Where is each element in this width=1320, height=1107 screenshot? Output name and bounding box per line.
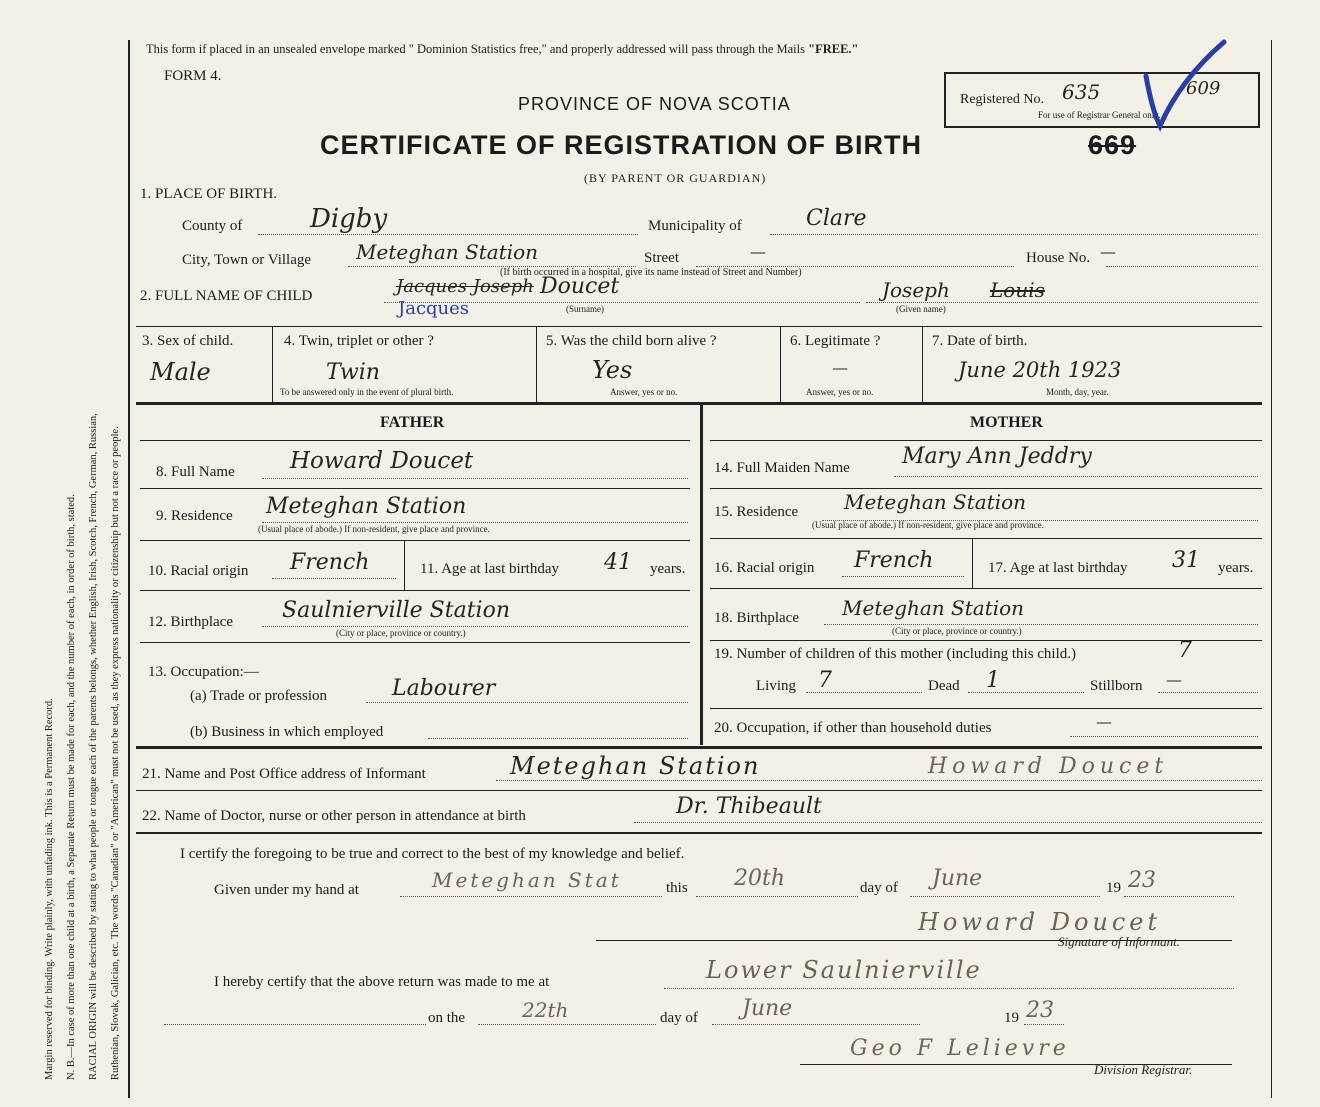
given-year: 23 [1128, 868, 1156, 893]
municipality-value: Clare [806, 206, 867, 231]
living-label: Living [756, 678, 796, 694]
province-heading: PROVINCE OF NOVA SCOTIA [518, 94, 791, 114]
given-month: June [932, 866, 983, 891]
given-label: Given under my hand at [214, 882, 359, 898]
business-label: (b) Business in which employed [190, 724, 384, 740]
registered-label: Registered No. [960, 92, 1044, 107]
mother-birthplace-label: 18. Birthplace [714, 610, 799, 626]
house-label: House No. [1026, 250, 1091, 266]
check-mark [1140, 36, 1230, 132]
children-count-label: 19. Number of children of this mother (including this child.) [714, 646, 1077, 662]
left-border [128, 40, 130, 1098]
sex-label: 3. Sex of child. [142, 333, 234, 349]
mother-name-value: Mary Ann Jeddry [902, 444, 1092, 469]
doctor-value: Dr. Thibeault [676, 794, 822, 819]
alive-label: 5. Was the child born alive ? [546, 333, 717, 349]
twin-value: Twin [326, 360, 380, 385]
father-years: years. [650, 561, 686, 577]
mother-origin-label: 16. Racial origin [714, 560, 815, 576]
mother-residence-label: 15. Residence [714, 504, 799, 520]
margin-note-racial-cont: Ruthenian, Slovak, Galician, etc. The words "Canadian" or "American" must not be used, as they express nationality or citizenship but not a race or people. [110, 426, 121, 1080]
certify-statement: I certify the foregoing to be true and correct to the best of my knowledge and belief. [180, 846, 685, 862]
city-label: City, Town or Village [182, 252, 312, 268]
father-age-value: 41 [604, 550, 632, 575]
informant-address: Meteghan Station [510, 752, 761, 780]
legitimate-label: 6. Legitimate ? [790, 333, 881, 349]
division-registrar-caption: Division Registrar. [1094, 1062, 1193, 1077]
registered-value: 635 [1062, 80, 1101, 104]
given-day: 20th [734, 866, 786, 891]
surname-caption: (Surname) [566, 304, 604, 314]
registered-alt-value: 609 [1186, 78, 1221, 99]
dead-label: Dead [928, 678, 960, 694]
informant-label: 21. Name and Post Office address of Informant [142, 766, 426, 782]
registrar-signature: Geo F Lelievre [850, 1036, 1070, 1061]
father-origin-label: 10. Racial origin [148, 563, 249, 579]
alive-value: Yes [592, 356, 633, 384]
father-name-label: 8. Full Name [156, 464, 235, 480]
twin-label: 4. Twin, triplet or other ? [284, 333, 434, 349]
mother-occupation-label: 20. Occupation, if other than household duties [714, 720, 992, 736]
street-value: — [750, 242, 766, 261]
registrar-statement: I hereby certify that the above return was made to me at [214, 974, 550, 990]
father-age-label: 11. Age at last birthday [420, 561, 559, 577]
given-place: Meteghan Stat [432, 868, 622, 892]
registrar-place: Lower Saulnierville [706, 956, 982, 984]
informant-signature: Howard Doucet [918, 908, 1162, 936]
place-heading: 1. PLACE OF BIRTH. [140, 186, 278, 202]
father-residence-value: Meteghan Station [266, 494, 467, 519]
twin-note: To be answered only in the event of plural birth. [280, 387, 454, 397]
father-name-value: Howard Doucet [290, 448, 474, 474]
stillborn-value: — [1166, 670, 1182, 689]
city-value: Meteghan Station [356, 240, 539, 264]
mother-residence-value: Meteghan Station [844, 490, 1027, 514]
mother-origin-value: French [854, 548, 934, 573]
mother-age-value: 31 [1172, 548, 1200, 573]
occupation-label: 13. Occupation:— [148, 664, 259, 680]
mother-heading: MOTHER [970, 414, 1043, 431]
doctor-label: 22. Name of Doctor, nurse or other person in attendance at birth [142, 808, 526, 824]
dead-value: 1 [986, 668, 1000, 693]
child-given-struck: Louis [990, 278, 1045, 302]
registrar-day-of-label: day of [660, 1010, 698, 1026]
hospital-note: (If birth occurred in a hospital, give its name instead of Street and Number) [500, 267, 802, 278]
legitimate-note: Answer, yes or no. [806, 387, 874, 397]
certificate-subtitle: (BY PARENT OR GUARDIAN) [584, 171, 767, 185]
mother-years: years. [1218, 560, 1254, 576]
child-name-correction: Jacques [398, 298, 470, 319]
child-surname-struck: Jacques Joseph [396, 276, 534, 297]
mother-occupation-value: — [1096, 712, 1112, 731]
father-birthplace-label: 12. Birthplace [148, 614, 233, 630]
on-the-label: on the [428, 1010, 466, 1026]
father-abode-note: (Usual place of abode.) If non-resident, give place and province. [258, 524, 490, 534]
margin-note-binding: Margin reserved for binding. Write plainly, with unfading ink. This is a Permanent Record. [44, 698, 55, 1080]
child-name-label: 2. FULL NAME OF CHILD [140, 288, 313, 304]
mother-age-label: 17. Age at last birthday [988, 560, 1128, 576]
this-label: this [666, 880, 688, 896]
form-number: FORM 4. [164, 68, 222, 84]
mother-birthplace-note: (City or place, province or country.) [892, 626, 1022, 636]
margin-note-nb: N. B.—In case of more than one child at a birth, a Separate Return must be made for each, and the number of each, in order of birth, stated. [66, 494, 77, 1080]
right-border [1271, 40, 1272, 1098]
year-prefix: 19 [1106, 880, 1121, 896]
father-origin-value: French [290, 550, 370, 575]
registrar-use-note: For use of Registrar General only. [1038, 110, 1161, 120]
house-value: — [1100, 242, 1116, 261]
county-value: Digby [310, 204, 388, 234]
living-value: 7 [818, 668, 832, 693]
margin-note-racial: RACIAL ORIGIN will be described by stating to what people or tongue each of the parents belongs, whether English, Irish, Scotch, French, German, Russian, [88, 413, 99, 1080]
father-birthplace-value: Saulnierville Station [282, 598, 511, 623]
mail-notice: This form if placed in an unsealed envelope marked " Dominion Statistics free," and properly addressed will pass through the Mails "FREE." [146, 42, 859, 56]
trade-label: (a) Trade or profession [190, 688, 328, 704]
municipality-label: Municipality of [648, 218, 742, 234]
father-heading: FATHER [380, 414, 445, 431]
legitimate-value: — [832, 358, 848, 377]
street-label: Street [644, 250, 679, 266]
day-of-label: day of [860, 880, 898, 896]
mother-abode-note: (Usual place of abode.) If non-resident, give place and province. [812, 520, 1044, 530]
stillborn-label: Stillborn [1090, 678, 1143, 694]
registrar-month: June [742, 996, 793, 1021]
given-caption: (Given name) [896, 304, 946, 314]
mother-birthplace-value: Meteghan Station [842, 596, 1025, 620]
registrar-year-prefix: 19 [1004, 1010, 1019, 1026]
dob-value: June 20th 1923 [958, 358, 1122, 382]
mother-name-label: 14. Full Maiden Name [714, 460, 850, 476]
children-count-value: 7 [1178, 638, 1192, 663]
father-residence-label: 9. Residence [156, 508, 233, 524]
dob-label: 7. Date of birth. [932, 333, 1028, 349]
child-given-name: Joseph [882, 278, 950, 302]
informant-signature-caption: Signature of Informant. [1058, 934, 1180, 949]
father-birthplace-note: (City or place, province or country.) [336, 628, 466, 638]
alive-note: Answer, yes or no. [610, 387, 678, 397]
registrar-day: 22th [522, 998, 569, 1022]
county-label: County of [182, 218, 243, 234]
informant-name: Howard Doucet [928, 754, 1169, 779]
registrar-year: 23 [1026, 998, 1054, 1023]
struck-number: 669 [1088, 130, 1137, 160]
certificate-title: CERTIFICATE OF REGISTRATION OF BIRTH [320, 130, 922, 160]
dob-caption: Month, day, year. [1046, 387, 1109, 397]
child-surname: Doucet [540, 274, 620, 299]
sex-value: Male [150, 358, 211, 386]
trade-value: Labourer [392, 676, 496, 701]
